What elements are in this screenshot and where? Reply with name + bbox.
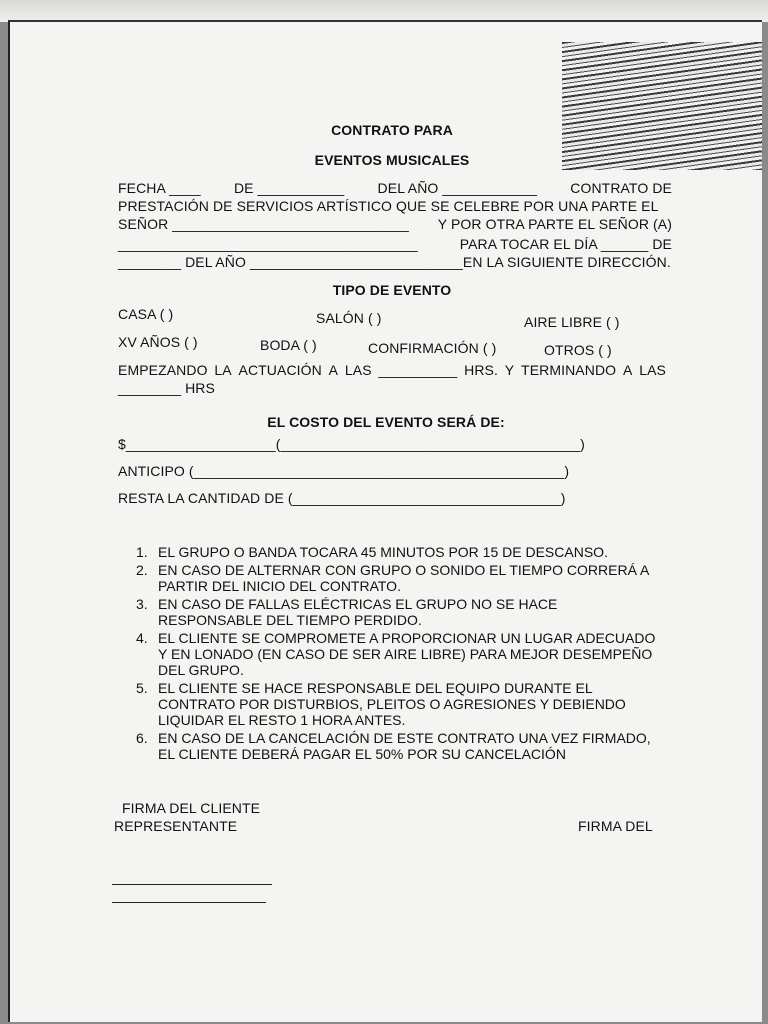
title-line-2: EVENTOS MUSICALES <box>314 152 470 168</box>
resta-field[interactable]: RESTA LA CANTIDAD DE (__________________________________) <box>118 490 566 506</box>
ano-field[interactable]: ________ DEL AÑO ___________________________ <box>118 254 463 270</box>
firma-del-label: FIRMA DEL <box>578 818 653 834</box>
senor-a-field[interactable]: ______________________________________ <box>118 236 418 252</box>
costo-heading: EL COSTO DEL EVENTO SERÁ DE: <box>267 414 505 430</box>
intro-line-2: PRESTACIÓN DE SERVICIOS ARTÍSTICO QUE SE CELEBRE POR UNA PARTE EL <box>118 198 659 214</box>
xv-anos-option[interactable]: XV AÑOS ( ) <box>118 334 198 350</box>
signature-line-cliente[interactable] <box>112 884 272 885</box>
anticipo-field[interactable]: ANTICIPO (_______________________________________________) <box>118 463 570 479</box>
salon-option[interactable]: SALÓN ( ) <box>316 310 382 326</box>
casa-option[interactable]: CASA ( ) <box>118 306 174 322</box>
actuacion-line-1: EMPEZANDO LA ACTUACIÓN A LAS __________ HRS. Y TERMINANDO A LAS <box>118 362 666 378</box>
signature-line-representante[interactable] <box>112 902 266 903</box>
hora-inicio-field[interactable]: __________ <box>378 362 458 378</box>
intro-line-5: ________ DEL AÑO ___________________________ EN LA SIGUIENTE DIRECCIÓN. <box>118 254 671 270</box>
fecha-field[interactable]: FECHA ____ <box>118 180 201 196</box>
dia-field[interactable]: PARA TOCAR EL DÍA ______ DE <box>459 236 672 252</box>
otros-option[interactable]: OTROS ( ) <box>544 342 612 358</box>
scan-top-edge <box>0 0 768 22</box>
clause-item: 3. EN CASO DE FALLAS ELÉCTRICAS EL GRUPO NO SE HACE RESPONSABLE DEL TIEMPO PERDIDO. <box>136 596 558 628</box>
title-line-1: CONTRATO PARA <box>331 122 453 138</box>
hora-fin-field[interactable]: ________ HRS <box>118 380 215 396</box>
del-ano-field[interactable]: DEL AÑO ____________ <box>377 180 538 196</box>
clause-item: 1. EL GRUPO O BANDA TOCARA 45 MINUTOS POR 15 DE DESCANSO. <box>136 544 608 560</box>
clause-item: 4. EL CLIENTE SE COMPROMETE A PROPORCIONAR UN LUGAR ADECUADO Y EN LONADO (EN CASO DE SER AIRE LIBRE) PARA MEJOR DESEMPEÑO DEL GRUPO. <box>136 630 656 678</box>
boda-option[interactable]: BODA ( ) <box>260 337 317 353</box>
monto-field[interactable]: $___________________(______________________________________) <box>118 436 585 452</box>
clause-item: 6. EN CASO DE LA CANCELACIÓN DE ESTE CONTRATO UNA VEZ FIRMADO, EL CLIENTE DEBERÁ PAGAR EL 50% POR SU CANCELACIÓN <box>136 730 651 762</box>
senor-field[interactable]: SEÑOR ______________________________ <box>118 216 409 232</box>
clause-item: 2. EN CASO DE ALTERNAR CON GRUPO O SONIDO EL TIEMPO CORRERÁ A PARTIR DEL INICIO DEL CONTRATO. <box>136 562 649 594</box>
tipo-evento-heading: TIPO DE EVENTO <box>332 282 452 298</box>
de-field[interactable]: DE ___________ <box>233 180 345 196</box>
intro-line-3: SEÑOR ______________________________ Y POR OTRA PARTE EL SEÑOR (A) <box>118 216 672 232</box>
contract-page <box>8 20 762 1022</box>
intro-line-1 <box>118 180 672 196</box>
confirmacion-option[interactable]: CONFIRMACIÓN ( ) <box>368 340 497 356</box>
contrato-de-text: CONTRATO DE <box>570 180 672 196</box>
aire-libre-option[interactable]: AIRE LIBRE ( ) <box>524 314 620 330</box>
intro-line-4 <box>118 236 672 252</box>
representante-label: REPRESENTANTE <box>114 818 238 834</box>
clause-item: 5. EL CLIENTE SE HACE RESPONSABLE DEL EQUIPO DURANTE EL CONTRATO POR DISTURBIOS, PLEITOS O AGRESIONES Y DEBIENDO LIQUIDAR EL RESTO 1 HORA ANTES. <box>136 680 626 728</box>
scribbled-stamp <box>562 42 762 170</box>
firma-cliente-label: FIRMA DEL CLIENTE <box>122 800 261 816</box>
